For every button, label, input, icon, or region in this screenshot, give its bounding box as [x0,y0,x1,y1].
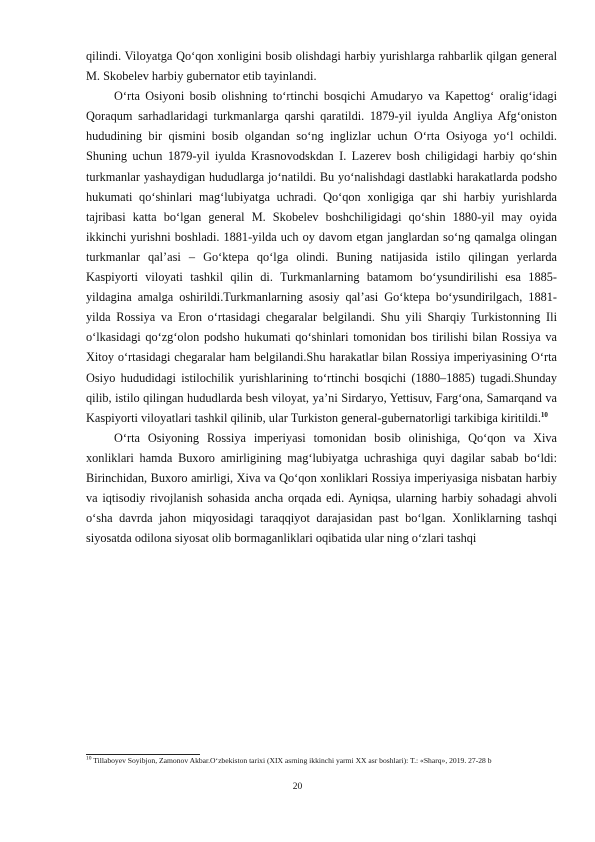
page-body [86,46,557,548]
page-number: 20 [292,782,303,792]
paragraph-2-text: O‘rta Osiyoni bosib olishning to‘rtinchi bosqichi Amudaryo va Kapettog‘ oralig‘idagi Qoraqum sarhadlaridagi turkmanlarga qarshi qaratildi. 1879-yil iyulda Angliya Afg‘oniston hududining bir qismini bosib olgandan so‘ng inglizlar uchun O‘rta Osiyoga yo‘l ochildi. Shuning uchun 1879-yil iyulda Krasnovodskdan I. Lazerev bosh chiligidagi harbiy qo‘shin turkmanlar yashaydigan hududlarga jo‘natildi. Bu yo‘nalishdagi dastlabki harakatlarda podsho hukumati qo‘shinlari mag‘lubiyatga uchradi. Qo‘qon xonligiga qar shi harbiy yurishlarda tajribasi katta bo‘lgan general M. Skobelev boshchiligidagi qo‘shin 1880-yil may oyida ikkinchi yurishni boshladi. 1881-yilda uch oy davom etgan janglardan so‘ng qamalga olingan turkmanlar qal’asi – Go‘ktepa qo‘lga olindi. Buning natijasida istilo qilingan yerlarda Kaspiyorti viloyati tashkil qilin di. Turkmanlarning batamom bo‘ysundirilishi esa 1885-yildagina amalga oshirildi.Turkmanlarning asosiy qal’asi Go‘ktepa bo‘ysundirilgach, 1881-yilda Rossiya va Eron o‘rtasidagi chegaralar belgilandi. Shu yili Sharqiy Turkistonning Ili o‘lkasidagi qo‘zg‘olon podsho hukumati qo‘shinlari tomonidan bos tirilishi bilan Rossiya va Xitoy o‘rtasidagi chegaralar ham belgilandi.Shu harakatlar bilan Rossiya imperiyasining O‘rta Osiyo hududidagi istilochilik yurishlarining to‘rtinchi bosqichi (1880–1885) tugadi.Shunday qilib, istilo qilingan hududlarda besh viloyat, ya’ni Sirdaryo, Yettisuv, Farg‘ona, Samarqand va Kaspiyorti viloyatlari tashkil qilinib, ular Turkiston general-gubernatorligi tarkibiga kiritildi. [86,89,557,425]
footnote-number: 10 [86,755,92,762]
paragraph-1: qilindi. Viloyatga Qo‘qon xonligini bosib olishdagi harbiy yurishlarga rahbarlik qilgan general M. Skobelev harbiy gubernator etib tayinlandi. [86,49,557,84]
footnote-text: Tillaboyev Soyibjon, Zamonov Akbar.O‘zbekiston tarixi (XIX asrning ikkinchi yarmi XX asr boshlari): T.: «Sharq», 2019. 27-28 b [91,756,492,765]
footnote-reference[interactable]: 10 [540,410,548,419]
paragraph-2 [86,86,557,428]
paragraph-3: O‘rta Osiyoning Rossiya imperiyasi tomonidan bosib olinishiga, Qo‘qon va Xiva xonliklari hamda Buxoro amirligining mag‘lubiyatga uchrashiga quyi dagilar sabab bo‘ldi: Birinchidan, Buxoro amirligi, Xiva va Qo‘qon xonliklari Rossiya imperiyasiga nisbatan harbiy va iqtisodiy rivojlanish sohasida ancha orqada edi. Ayniqsa, ularning harbiy sohadagi ahvoli o‘sha davrda jahon miqyosidagi taraqqiyot darajasidan past bo‘lgan. Xonliklarning tashqi siyosatda odilona siyosat olib bormaganliklari oqibatida ular ning o‘zlari tashqi [86,430,557,546]
footnote [86,755,557,766]
